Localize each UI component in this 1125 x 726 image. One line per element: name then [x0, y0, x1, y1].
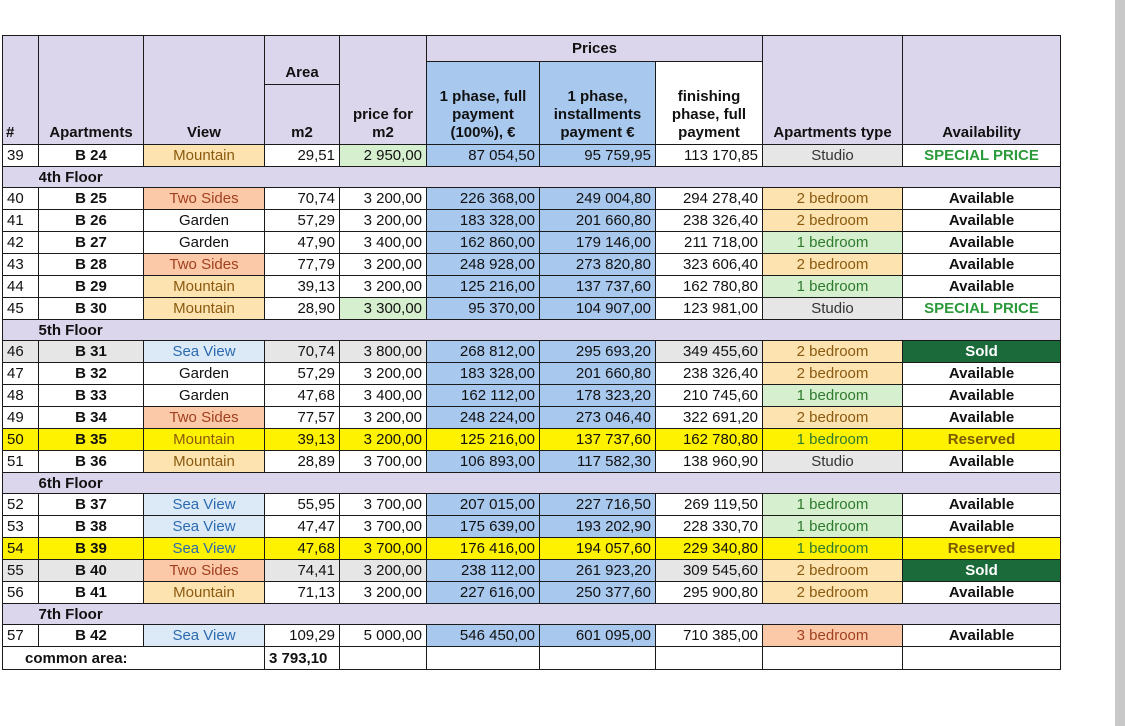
- area-cell: 47,90: [265, 232, 340, 254]
- apartment-id: B 29: [39, 276, 144, 298]
- view-cell: Mountain: [144, 276, 265, 298]
- view-cell: Sea View: [144, 516, 265, 538]
- row-number: 39: [3, 145, 39, 167]
- apartment-type-cell: 2 bedroom: [763, 341, 903, 363]
- price-installments-cell: 227 716,50: [540, 494, 656, 516]
- area-cell: 28,89: [265, 451, 340, 473]
- price-installments-cell: 178 323,20: [540, 385, 656, 407]
- floor-header-row: [3, 604, 1061, 625]
- table-row: [3, 451, 1061, 473]
- view-cell: Sea View: [144, 494, 265, 516]
- row-number: 55: [3, 560, 39, 582]
- price-installments-cell: 201 660,80: [540, 210, 656, 232]
- apartment-id: B 34: [39, 407, 144, 429]
- apartment-id: B 40: [39, 560, 144, 582]
- price-m2-cell: 3 700,00: [340, 451, 427, 473]
- price-finishing-cell: 323 606,40: [656, 254, 763, 276]
- availability-cell: Available: [903, 276, 1061, 298]
- area-cell: 47,47: [265, 516, 340, 538]
- price-installments-cell: 104 907,00: [540, 298, 656, 320]
- price-finishing-cell: 138 960,90: [656, 451, 763, 473]
- price-full-cell: 125 216,00: [427, 429, 540, 451]
- price-m2-cell: 3 200,00: [340, 407, 427, 429]
- area-cell: 39,13: [265, 429, 340, 451]
- price-finishing-cell: 162 780,80: [656, 276, 763, 298]
- apartment-id: B 41: [39, 582, 144, 604]
- view-cell: Garden: [144, 232, 265, 254]
- area-cell: 77,57: [265, 407, 340, 429]
- price-m2-cell: 3 400,00: [340, 385, 427, 407]
- price-full-cell: 162 112,00: [427, 385, 540, 407]
- price-m2-cell: 3 200,00: [340, 582, 427, 604]
- availability-cell: Sold: [903, 341, 1061, 363]
- apartment-type-cell: Studio: [763, 145, 903, 167]
- table-row: [3, 385, 1061, 407]
- floor-header-row: [3, 167, 1061, 188]
- price-installments-cell: 117 582,30: [540, 451, 656, 473]
- availability-cell: Available: [903, 451, 1061, 473]
- price-full-cell: 546 450,00: [427, 625, 540, 647]
- price-finishing-cell: 123 981,00: [656, 298, 763, 320]
- floor-spacer: [3, 320, 39, 341]
- availability-cell: SPECIAL PRICE: [903, 145, 1061, 167]
- area-cell: 47,68: [265, 385, 340, 407]
- availability-cell: Available: [903, 625, 1061, 647]
- price-installments-cell: 295 693,20: [540, 341, 656, 363]
- row-number: 47: [3, 363, 39, 385]
- area-cell: 47,68: [265, 538, 340, 560]
- apartment-id: B 39: [39, 538, 144, 560]
- apartment-id: B 33: [39, 385, 144, 407]
- price-m2-cell: 3 200,00: [340, 276, 427, 298]
- floor-label: 4th Floor: [39, 167, 1061, 188]
- row-number: 48: [3, 385, 39, 407]
- price-finishing-cell: 113 170,85: [656, 145, 763, 167]
- apartment-type-cell: 2 bedroom: [763, 582, 903, 604]
- price-installments-cell: 601 095,00: [540, 625, 656, 647]
- price-finishing-cell: 238 326,40: [656, 363, 763, 385]
- table-row: [3, 560, 1061, 582]
- common-area-label: common area:: [3, 647, 265, 670]
- price-installments-cell: 179 146,00: [540, 232, 656, 254]
- price-m2-cell: 5 000,00: [340, 625, 427, 647]
- col-header-view: View: [144, 36, 265, 145]
- row-number: 40: [3, 188, 39, 210]
- table-row: [3, 429, 1061, 451]
- price-full-cell: 207 015,00: [427, 494, 540, 516]
- price-m2-cell: 3 200,00: [340, 429, 427, 451]
- apartment-type-cell: 1 bedroom: [763, 232, 903, 254]
- price-installments-cell: 273 046,40: [540, 407, 656, 429]
- apartment-type-cell: 1 bedroom: [763, 538, 903, 560]
- price-m2-cell: 3 700,00: [340, 494, 427, 516]
- apartment-type-cell: 1 bedroom: [763, 494, 903, 516]
- area-cell: 57,29: [265, 210, 340, 232]
- col-header-p1-installments: 1 phase, installments payment €: [540, 62, 656, 145]
- apartment-type-cell: 1 bedroom: [763, 429, 903, 451]
- floor-header-row: [3, 320, 1061, 341]
- view-cell: Mountain: [144, 582, 265, 604]
- price-m2-cell: 3 200,00: [340, 560, 427, 582]
- price-full-cell: 183 328,00: [427, 210, 540, 232]
- availability-cell: Available: [903, 232, 1061, 254]
- availability-cell: Available: [903, 494, 1061, 516]
- price-finishing-cell: 309 545,60: [656, 560, 763, 582]
- apartment-id: B 36: [39, 451, 144, 473]
- apartment-type-cell: 2 bedroom: [763, 188, 903, 210]
- col-header-num: #: [3, 36, 39, 145]
- price-finishing-cell: 322 691,20: [656, 407, 763, 429]
- price-installments-cell: 201 660,80: [540, 363, 656, 385]
- price-installments-cell: 250 377,60: [540, 582, 656, 604]
- availability-cell: SPECIAL PRICE: [903, 298, 1061, 320]
- table-row: [3, 538, 1061, 560]
- apartment-type-cell: 2 bedroom: [763, 560, 903, 582]
- view-cell: Sea View: [144, 625, 265, 647]
- col-header-price-m2: price for m2: [340, 36, 427, 145]
- price-finishing-cell: 228 330,70: [656, 516, 763, 538]
- price-m2-cell: 3 300,00: [340, 298, 427, 320]
- price-full-cell: 268 812,00: [427, 341, 540, 363]
- floor-label: 7th Floor: [39, 604, 1061, 625]
- col-header-area: Area: [265, 36, 340, 85]
- apartment-id: B 42: [39, 625, 144, 647]
- price-full-cell: 183 328,00: [427, 363, 540, 385]
- apartment-id: B 37: [39, 494, 144, 516]
- area-cell: 74,41: [265, 560, 340, 582]
- availability-cell: Available: [903, 385, 1061, 407]
- availability-cell: Available: [903, 407, 1061, 429]
- availability-cell: Reserved: [903, 538, 1061, 560]
- price-installments-cell: 137 737,60: [540, 276, 656, 298]
- apartment-type-cell: 1 bedroom: [763, 385, 903, 407]
- row-number: 45: [3, 298, 39, 320]
- price-full-cell: 248 928,00: [427, 254, 540, 276]
- area-cell: 109,29: [265, 625, 340, 647]
- floor-spacer: [3, 604, 39, 625]
- apartment-id: B 24: [39, 145, 144, 167]
- price-full-cell: 87 054,50: [427, 145, 540, 167]
- table-row: [3, 188, 1061, 210]
- row-number: 43: [3, 254, 39, 276]
- view-cell: Garden: [144, 363, 265, 385]
- table-row: [3, 254, 1061, 276]
- col-header-prices-group: Prices: [427, 36, 763, 62]
- apartment-type-cell: 2 bedroom: [763, 210, 903, 232]
- apartment-type-cell: 2 bedroom: [763, 363, 903, 385]
- price-finishing-cell: 162 780,80: [656, 429, 763, 451]
- view-cell: Mountain: [144, 451, 265, 473]
- price-full-cell: 227 616,00: [427, 582, 540, 604]
- price-full-cell: 125 216,00: [427, 276, 540, 298]
- price-m2-cell: 3 400,00: [340, 232, 427, 254]
- table-row: [3, 407, 1061, 429]
- view-cell: Two Sides: [144, 560, 265, 582]
- price-full-cell: 162 860,00: [427, 232, 540, 254]
- row-number: 57: [3, 625, 39, 647]
- price-full-cell: 95 370,00: [427, 298, 540, 320]
- view-cell: Two Sides: [144, 254, 265, 276]
- price-installments-cell: 193 202,90: [540, 516, 656, 538]
- price-full-cell: 106 893,00: [427, 451, 540, 473]
- apartment-type-cell: Studio: [763, 298, 903, 320]
- price-finishing-cell: 269 119,50: [656, 494, 763, 516]
- area-cell: 71,13: [265, 582, 340, 604]
- row-number: 54: [3, 538, 39, 560]
- apartment-type-cell: 1 bedroom: [763, 516, 903, 538]
- table-row: [3, 298, 1061, 320]
- area-cell: 70,74: [265, 188, 340, 210]
- availability-cell: Available: [903, 582, 1061, 604]
- price-full-cell: 238 112,00: [427, 560, 540, 582]
- area-cell: 39,13: [265, 276, 340, 298]
- price-m2-cell: 3 700,00: [340, 538, 427, 560]
- apartment-id: B 27: [39, 232, 144, 254]
- col-header-type: Apartments type: [763, 36, 903, 145]
- price-finishing-cell: 349 455,60: [656, 341, 763, 363]
- floor-label: 6th Floor: [39, 473, 1061, 494]
- availability-cell: Available: [903, 363, 1061, 385]
- row-number: 46: [3, 341, 39, 363]
- row-number: 49: [3, 407, 39, 429]
- area-cell: 77,79: [265, 254, 340, 276]
- price-full-cell: 175 639,00: [427, 516, 540, 538]
- price-m2-cell: 3 200,00: [340, 210, 427, 232]
- apartment-type-cell: 2 bedroom: [763, 254, 903, 276]
- row-number: 51: [3, 451, 39, 473]
- col-header-p1-full: 1 phase, full payment (100%), €: [427, 62, 540, 145]
- price-installments-cell: 273 820,80: [540, 254, 656, 276]
- floor-spacer: [3, 167, 39, 188]
- view-cell: Two Sides: [144, 188, 265, 210]
- table-row: [3, 210, 1061, 232]
- price-finishing-cell: 210 745,60: [656, 385, 763, 407]
- area-cell: 57,29: [265, 363, 340, 385]
- floor-header-row: [3, 473, 1061, 494]
- price-installments-cell: 261 923,20: [540, 560, 656, 582]
- col-header-apartments: Apartments: [39, 36, 144, 145]
- price-m2-cell: 3 800,00: [340, 341, 427, 363]
- apartment-id: B 25: [39, 188, 144, 210]
- view-cell: Mountain: [144, 429, 265, 451]
- view-cell: Mountain: [144, 145, 265, 167]
- row-number: 52: [3, 494, 39, 516]
- view-cell: Sea View: [144, 341, 265, 363]
- availability-cell: Available: [903, 254, 1061, 276]
- apartment-type-cell: 3 bedroom: [763, 625, 903, 647]
- apartment-type-cell: 1 bedroom: [763, 276, 903, 298]
- price-full-cell: 248 224,00: [427, 407, 540, 429]
- price-m2-cell: 3 200,00: [340, 254, 427, 276]
- table-row: [3, 145, 1061, 167]
- price-installments-cell: 249 004,80: [540, 188, 656, 210]
- table-row: [3, 232, 1061, 254]
- row-number: 50: [3, 429, 39, 451]
- price-list-table: [2, 35, 1061, 670]
- apartment-id: B 35: [39, 429, 144, 451]
- area-cell: 29,51: [265, 145, 340, 167]
- price-m2-cell: 2 950,00: [340, 145, 427, 167]
- view-cell: Sea View: [144, 538, 265, 560]
- apartment-id: B 32: [39, 363, 144, 385]
- view-cell: Two Sides: [144, 407, 265, 429]
- availability-cell: Available: [903, 188, 1061, 210]
- price-finishing-cell: 238 326,40: [656, 210, 763, 232]
- price-finishing-cell: 295 900,80: [656, 582, 763, 604]
- row-number: 41: [3, 210, 39, 232]
- area-cell: 70,74: [265, 341, 340, 363]
- col-header-finishing: finishing phase, full payment: [656, 62, 763, 145]
- price-full-cell: 226 368,00: [427, 188, 540, 210]
- availability-cell: Reserved: [903, 429, 1061, 451]
- row-number: 53: [3, 516, 39, 538]
- col-header-area-unit: m2: [265, 85, 340, 145]
- table-row: [3, 625, 1061, 647]
- price-finishing-cell: 229 340,80: [656, 538, 763, 560]
- col-header-availability: Availability: [903, 36, 1061, 145]
- price-finishing-cell: 710 385,00: [656, 625, 763, 647]
- apartment-type-cell: Studio: [763, 451, 903, 473]
- floor-spacer: [3, 473, 39, 494]
- row-number: 56: [3, 582, 39, 604]
- price-installments-cell: 95 759,95: [540, 145, 656, 167]
- apartment-id: B 28: [39, 254, 144, 276]
- table-row: [3, 341, 1061, 363]
- price-finishing-cell: 211 718,00: [656, 232, 763, 254]
- price-installments-cell: 137 737,60: [540, 429, 656, 451]
- view-cell: Garden: [144, 385, 265, 407]
- price-full-cell: 176 416,00: [427, 538, 540, 560]
- price-m2-cell: 3 200,00: [340, 188, 427, 210]
- availability-cell: Available: [903, 516, 1061, 538]
- area-cell: 55,95: [265, 494, 340, 516]
- table-row: [3, 582, 1061, 604]
- table-row: [3, 276, 1061, 298]
- price-installments-cell: 194 057,60: [540, 538, 656, 560]
- table-row: [3, 494, 1061, 516]
- price-m2-cell: 3 700,00: [340, 516, 427, 538]
- row-number: 44: [3, 276, 39, 298]
- price-m2-cell: 3 200,00: [340, 363, 427, 385]
- table-row: [3, 516, 1061, 538]
- area-cell: 28,90: [265, 298, 340, 320]
- row-number: 42: [3, 232, 39, 254]
- scrollbar[interactable]: [1115, 0, 1125, 726]
- apartment-type-cell: 2 bedroom: [763, 407, 903, 429]
- availability-cell: Available: [903, 210, 1061, 232]
- common-area-value: 3 793,10: [265, 647, 340, 670]
- apartment-id: B 26: [39, 210, 144, 232]
- view-cell: Garden: [144, 210, 265, 232]
- price-finishing-cell: 294 278,40: [656, 188, 763, 210]
- table-row: [3, 363, 1061, 385]
- floor-label: 5th Floor: [39, 320, 1061, 341]
- apartment-id: B 31: [39, 341, 144, 363]
- view-cell: Mountain: [144, 298, 265, 320]
- availability-cell: Sold: [903, 560, 1061, 582]
- apartment-id: B 38: [39, 516, 144, 538]
- apartment-id: B 30: [39, 298, 144, 320]
